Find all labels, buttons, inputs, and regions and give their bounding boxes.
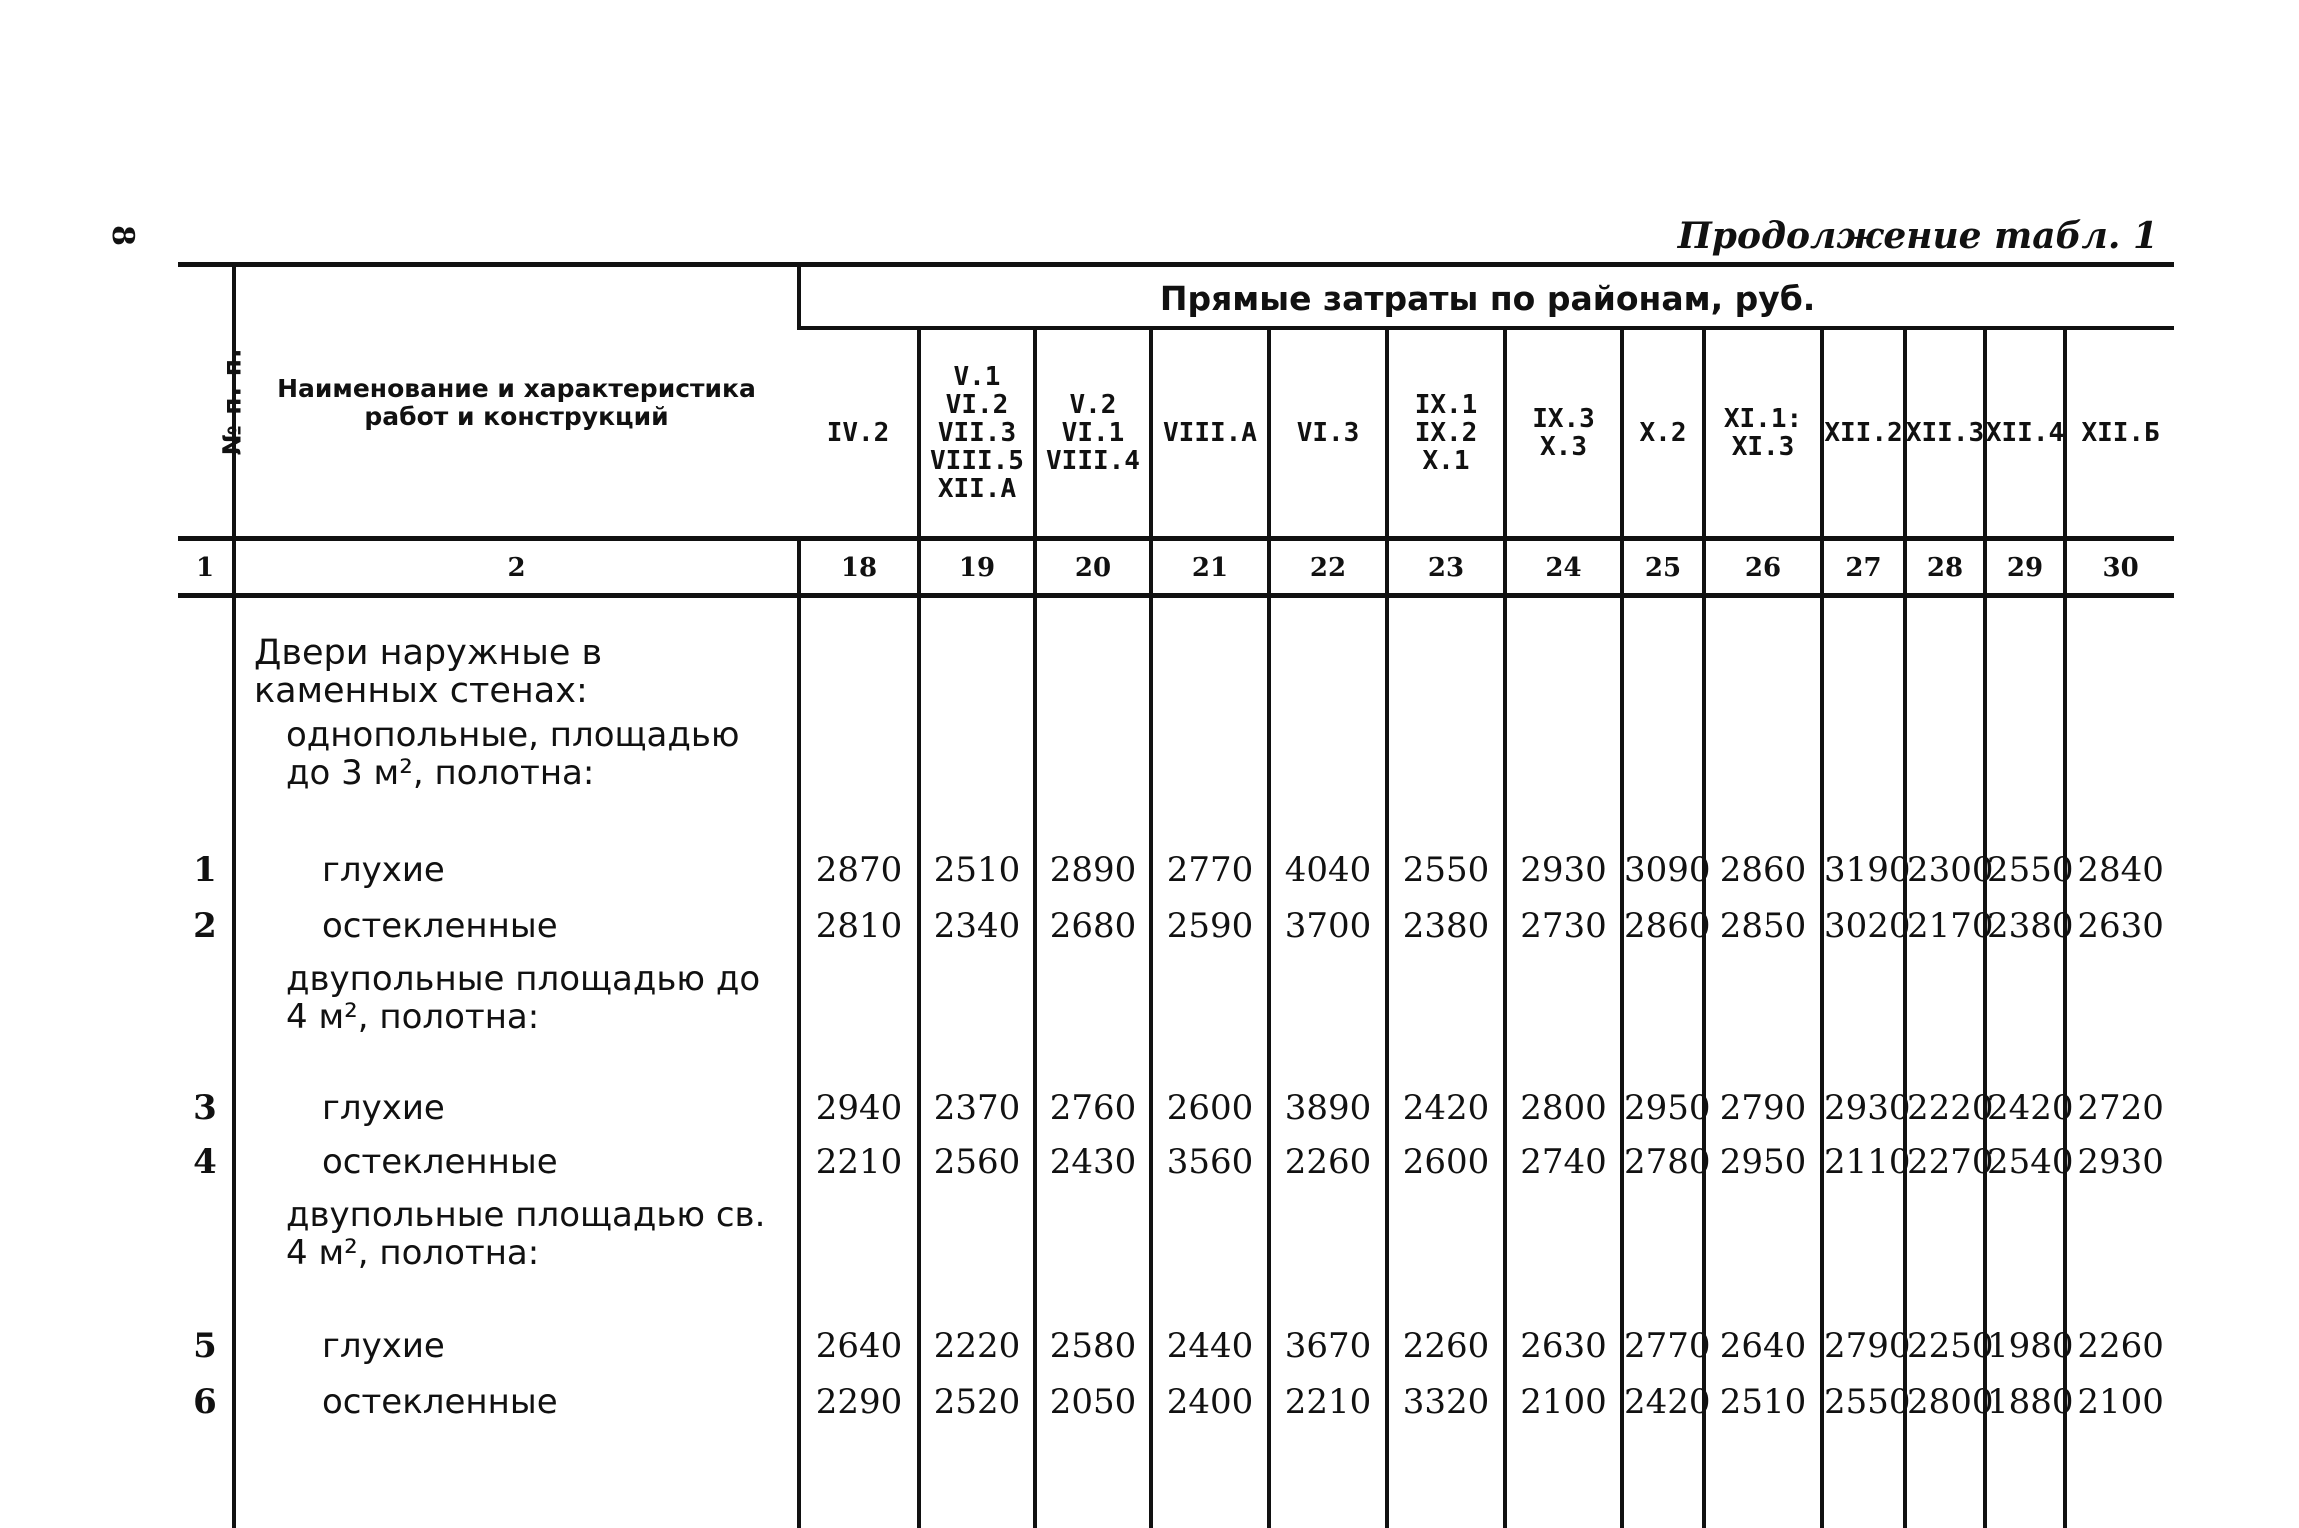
region-code: XII.Б [2067, 330, 2174, 536]
region-cell [799, 328, 919, 539]
region-code: V.2 VI.1 VIII.4 [1037, 330, 1149, 536]
row-number: 4 [178, 1142, 232, 1182]
column-number: 30 [2067, 541, 2174, 593]
value-column [1905, 596, 1985, 1528]
region-cell [1985, 328, 2065, 539]
cost-value: 2870 [801, 850, 917, 890]
region-code: XI.1: XI.3 [1706, 330, 1820, 536]
cost-value: 2050 [1037, 1382, 1149, 1422]
cost-value: 2930 [1824, 1088, 1903, 1128]
region-cell [1387, 328, 1505, 539]
value-column [1269, 596, 1387, 1528]
group-title: двупольные площадью до 4 м², полотна: [286, 960, 786, 1036]
column-number-cell [234, 539, 799, 596]
region-cell [2065, 328, 2174, 539]
cost-table [178, 262, 2174, 1528]
cost-value: 2340 [921, 906, 1033, 946]
row-number: 6 [178, 1382, 232, 1422]
region-code: V.1 VI.2 VII.3 VIII.5 XII.A [921, 330, 1033, 536]
value-column [1622, 596, 1704, 1528]
column-number: 25 [1624, 541, 1702, 593]
column-number: 26 [1706, 541, 1820, 593]
column-number-cell [1985, 539, 2065, 596]
name-header: Наименование и характеристика работ и конструкций [236, 267, 797, 431]
value-column [2065, 596, 2174, 1528]
cost-value: 4040 [1271, 850, 1385, 890]
cost-value: 2420 [1624, 1382, 1702, 1422]
cost-value: 2760 [1037, 1088, 1149, 1128]
column-number: 21 [1153, 541, 1267, 593]
cost-value: 3890 [1271, 1088, 1385, 1128]
cost-value: 2640 [1706, 1326, 1820, 1366]
column-number: 29 [1987, 541, 2063, 593]
region-cell [1704, 328, 1822, 539]
cost-value: 2550 [1987, 850, 2063, 890]
costs-header-cell [799, 265, 2174, 329]
cost-value: 2420 [1987, 1088, 2063, 1128]
cost-value: 2550 [1824, 1382, 1903, 1422]
cost-value: 2930 [1507, 850, 1620, 890]
cost-value: 2510 [921, 850, 1033, 890]
table-body-row [178, 596, 2174, 1528]
cost-value: 2440 [1153, 1326, 1267, 1366]
column-number-cell [1505, 539, 1622, 596]
column-number: 20 [1037, 541, 1149, 593]
region-code: IX.3 X.3 [1507, 330, 1620, 536]
cost-value: 2380 [1987, 906, 2063, 946]
name-header-cell [234, 265, 799, 539]
region-cell [1822, 328, 1905, 539]
cost-value: 2260 [1271, 1142, 1385, 1182]
column-number: 22 [1271, 541, 1385, 593]
cost-value: 2220 [1907, 1088, 1983, 1128]
cost-value: 2800 [1507, 1088, 1620, 1128]
value-column [1985, 596, 2065, 1528]
region-code: XII.2 [1824, 330, 1903, 536]
cost-value: 2630 [2067, 906, 2174, 946]
group-title: однопольные, площадью до 3 м², полотна: [286, 716, 786, 792]
row-number: 1 [178, 850, 232, 890]
column-number-cell [1704, 539, 1822, 596]
cost-value: 2640 [801, 1326, 917, 1366]
cost-value: 3700 [1271, 906, 1385, 946]
cost-value: 2430 [1037, 1142, 1149, 1182]
region-cell [1505, 328, 1622, 539]
cost-value: 2560 [921, 1142, 1033, 1182]
group-title: двупольные площадью св. 4 м², полотна: [286, 1196, 786, 1272]
row-number: 5 [178, 1326, 232, 1366]
cost-value: 2630 [1507, 1326, 1620, 1366]
column-number-cell [799, 539, 919, 596]
cost-value: 3560 [1153, 1142, 1267, 1182]
column-number: 2 [236, 541, 797, 593]
cost-value: 2590 [1153, 906, 1267, 946]
cost-value: 2420 [1389, 1088, 1503, 1128]
value-column [1151, 596, 1269, 1528]
column-number-cell [178, 539, 234, 596]
column-number-cell [1905, 539, 1985, 596]
row-label: остекленные [322, 906, 558, 946]
section-title: Двери наружные в каменных стенах: [254, 634, 784, 710]
row-label: остекленные [322, 1142, 558, 1182]
cost-value: 2250 [1907, 1326, 1983, 1366]
column-number: 27 [1824, 541, 1903, 593]
cost-value: 3670 [1271, 1326, 1385, 1366]
cost-value: 2170 [1907, 906, 1983, 946]
cost-value: 2860 [1624, 906, 1702, 946]
column-number: 28 [1907, 541, 1983, 593]
cost-value: 1880 [1987, 1382, 2063, 1422]
row-label: глухие [322, 1088, 445, 1128]
cost-value: 2400 [1153, 1382, 1267, 1422]
cost-value: 2580 [1037, 1326, 1149, 1366]
cost-value: 1980 [1987, 1326, 2063, 1366]
column-number-cell [1151, 539, 1269, 596]
row-number-column [178, 596, 234, 1528]
column-number: 18 [801, 541, 917, 593]
cost-value: 2720 [2067, 1088, 2174, 1128]
cost-value: 2740 [1507, 1142, 1620, 1182]
cost-value: 2110 [1824, 1142, 1903, 1182]
region-code: X.2 [1624, 330, 1702, 536]
cost-value: 2930 [2067, 1142, 2174, 1182]
cost-value: 2380 [1389, 906, 1503, 946]
cost-value: 2550 [1389, 850, 1503, 890]
region-cell [1269, 328, 1387, 539]
cost-value: 2540 [1987, 1142, 2063, 1182]
cost-value: 2940 [801, 1088, 917, 1128]
column-number-cell [1035, 539, 1151, 596]
region-code: IV.2 [799, 330, 917, 536]
cost-value: 2770 [1153, 850, 1267, 890]
row-number: 3 [178, 1088, 232, 1128]
value-column [1704, 596, 1822, 1528]
page-number: 8 [105, 225, 140, 246]
value-column [1505, 596, 1622, 1528]
region-cell [1622, 328, 1704, 539]
column-number-row [178, 539, 2174, 596]
cost-value: 2210 [801, 1142, 917, 1182]
column-number: 24 [1507, 541, 1620, 593]
cost-value: 2770 [1624, 1326, 1702, 1366]
region-code: XII.4 [1987, 330, 2063, 536]
num-header: № п. п. [218, 347, 247, 455]
cost-value: 2260 [1389, 1326, 1503, 1366]
region-cell [1905, 328, 1985, 539]
column-number-cell [1622, 539, 1704, 596]
column-number-cell [2065, 539, 2174, 596]
cost-value: 3090 [1624, 850, 1702, 890]
column-number-cell [919, 539, 1035, 596]
cost-value: 2510 [1706, 1382, 1820, 1422]
cost-value: 2270 [1907, 1142, 1983, 1182]
cost-value: 3020 [1824, 906, 1903, 946]
cost-value: 2950 [1706, 1142, 1820, 1182]
column-number-cell [1269, 539, 1387, 596]
cost-value: 2810 [801, 906, 917, 946]
region-cell [919, 328, 1035, 539]
row-label: остекленные [322, 1382, 558, 1422]
value-column [1387, 596, 1505, 1528]
cost-value: 2300 [1907, 850, 1983, 890]
cost-value: 2850 [1706, 906, 1820, 946]
cost-value: 2730 [1507, 906, 1620, 946]
cost-value: 2860 [1706, 850, 1820, 890]
name-column [234, 596, 799, 1528]
cost-value: 2220 [921, 1326, 1033, 1366]
costs-header: Прямые затраты по районам, руб. [801, 267, 2174, 326]
cost-value: 2100 [2067, 1382, 2174, 1422]
cost-value: 2520 [921, 1382, 1033, 1422]
cost-value: 3320 [1389, 1382, 1503, 1422]
region-code: VI.3 [1271, 330, 1385, 536]
column-number: 1 [178, 541, 232, 593]
cost-value: 2800 [1907, 1382, 1983, 1422]
region-code: XII.3 [1907, 330, 1983, 536]
cost-value: 2600 [1389, 1142, 1503, 1182]
cost-value: 2890 [1037, 850, 1149, 890]
row-label: глухие [322, 850, 445, 890]
row-label: глухие [322, 1326, 445, 1366]
table-continuation-title: Продолжение табл. 1 [1678, 215, 2158, 257]
cost-value: 2790 [1824, 1326, 1903, 1366]
cost-value: 2290 [801, 1382, 917, 1422]
cost-value: 2950 [1624, 1088, 1702, 1128]
cost-value: 2790 [1706, 1088, 1820, 1128]
column-number: 23 [1389, 541, 1503, 593]
value-column [1035, 596, 1151, 1528]
cost-value: 2210 [1271, 1382, 1385, 1422]
value-column [919, 596, 1035, 1528]
value-column [799, 596, 919, 1528]
value-column [1822, 596, 1905, 1528]
cost-value: 3190 [1824, 850, 1903, 890]
column-number-cell [1822, 539, 1905, 596]
cost-value: 2100 [1507, 1382, 1620, 1422]
cost-value: 2840 [2067, 850, 2174, 890]
region-cell [1035, 328, 1151, 539]
region-code: VIII.A [1153, 330, 1267, 536]
cost-value: 2260 [2067, 1326, 2174, 1366]
cost-value: 2370 [921, 1088, 1033, 1128]
column-number-cell [1387, 539, 1505, 596]
num-header-cell [178, 265, 234, 539]
region-code: IX.1 IX.2 X.1 [1389, 330, 1503, 536]
region-cell [1151, 328, 1269, 539]
row-number: 2 [178, 906, 232, 946]
column-number: 19 [921, 541, 1033, 593]
cost-value: 2600 [1153, 1088, 1267, 1128]
cost-value: 2680 [1037, 906, 1149, 946]
cost-value: 2780 [1624, 1142, 1702, 1182]
